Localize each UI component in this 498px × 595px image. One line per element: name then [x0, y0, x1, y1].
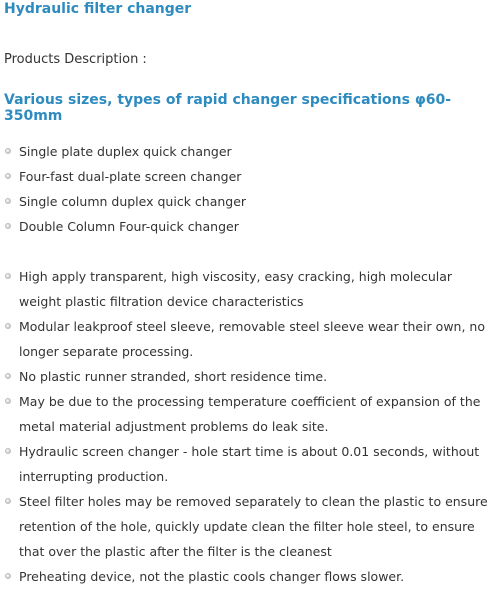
list-item-text: Single plate duplex quick changer: [19, 144, 232, 159]
list-item-text: Modular leakproof steel sleeve, removable steel sleeve wear their own, no longer separate processing.: [19, 319, 485, 359]
list-item: [5, 189, 493, 214]
list-item: [5, 164, 493, 189]
bullet-icon: [5, 573, 11, 579]
list-item: [5, 564, 493, 589]
page-title: Hydraulic filter changer: [4, 1, 192, 17]
bullet-icon: [5, 148, 11, 154]
list-item: [5, 264, 493, 314]
features-list: [5, 264, 493, 589]
specifications-heading: Various sizes, types of rapid changer specifications φ60-350mm: [4, 92, 452, 124]
changer-types-list: [5, 139, 493, 239]
list-item-text: No plastic runner stranded, short residence time.: [19, 369, 328, 384]
list-item-text: Preheating device, not the plastic cools changer flows slower.: [19, 569, 405, 584]
list-item: [5, 214, 493, 239]
list-item-text: Steel filter holes may be removed separately to clean the plastic to ensure retention of the hole, quickly update clean the filter hole steel, to ensure that over the plastic after the filter is the cleanest: [19, 494, 488, 559]
bullet-icon: [5, 173, 11, 179]
bullet-icon: [5, 273, 11, 279]
bullet-icon: [5, 398, 11, 404]
list-item-text: Single column duplex quick changer: [19, 194, 247, 209]
list-item-text: May be due to the processing temperature coefficient of expansion of the metal material adjustment problems do leak site.: [19, 394, 481, 434]
list-item: [5, 314, 493, 364]
list-item: [5, 489, 493, 564]
list-item: [5, 364, 493, 389]
bullet-icon: [5, 198, 11, 204]
list-item: [5, 389, 493, 439]
list-item-text: High apply transparent, high viscosity, easy cracking, high molecular weight plastic filtration device characteristics: [19, 269, 453, 309]
bullet-icon: [5, 323, 11, 329]
list-item: [5, 139, 493, 164]
list-item-text: Hydraulic screen changer - hole start time is about 0.01 seconds, without interrupting production.: [19, 444, 480, 484]
bullet-icon: [5, 498, 11, 504]
list-item-text: Double Column Four-quick changer: [19, 219, 239, 234]
description-label: Products Description :: [4, 52, 147, 67]
list-item: [5, 439, 493, 489]
bullet-icon: [5, 448, 11, 454]
list-item-text: Four-fast dual-plate screen changer: [19, 169, 242, 184]
bullet-icon: [5, 223, 11, 229]
bullet-icon: [5, 373, 11, 379]
